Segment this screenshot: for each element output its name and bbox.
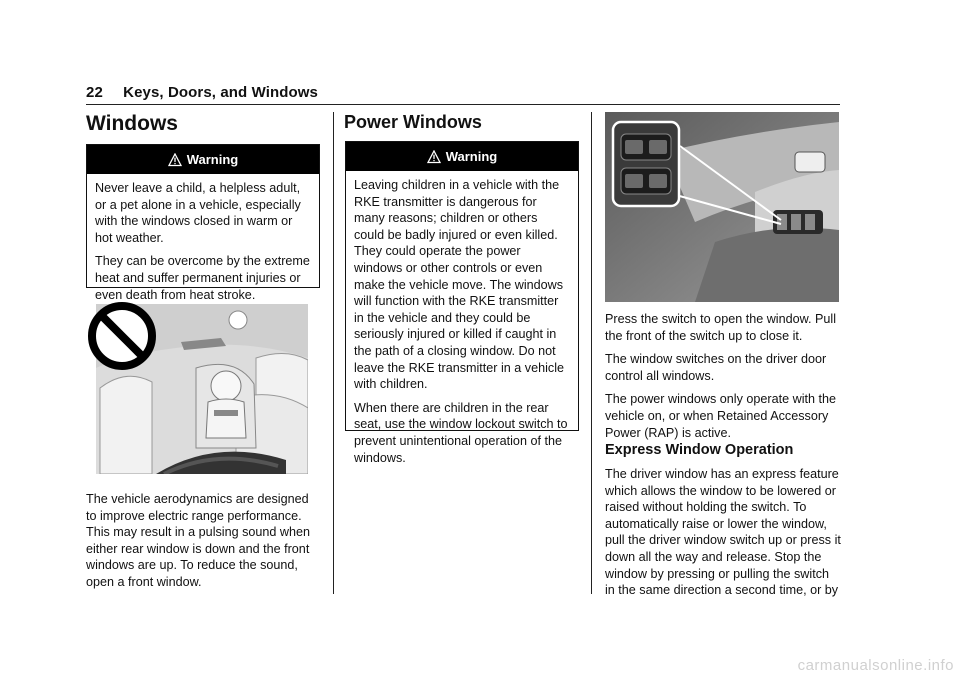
warning-header [87,145,319,174]
warning-header [346,142,578,171]
warning-body [87,174,319,309]
warning-paragraph: Leaving children in a vehicle with the RKE transmitter is dangerous for many reasons; children or others could be badly injured or even killed. They could operate the power windows or other controls or even make the vehicle move. The windows will function with the RKE transmitter in the vehicle and they could be seriously injured or killed if caught in the path of a closing window. Do not leave the RKE transmitter in a vehicle with children. [354,178,564,392]
power-windows-heading: Power Windows [344,112,482,132]
warning-icon [427,150,441,164]
paragraph: The window switches on the driver door control all windows. [605,352,827,383]
paragraph: The power windows only operate with the vehicle on, or when Retained Accessory Power (RAP) is active. [605,392,837,440]
warning-label: Warning [186,152,239,167]
column-divider-right [591,112,592,594]
warning-icon [168,153,182,167]
paragraph: Press the switch to open the window. Pull the front of the switch up to close it. [605,312,837,343]
section-title: Keys, Doors, and Windows [123,84,318,101]
windows-heading: Windows [86,112,178,135]
door-switch-photo [605,112,839,302]
footer [0,654,960,678]
express-window-text: The driver window has an express feature which allows the window to be lowered or raised without holding the switch. To automatically raise or lower the window, pull the driver window switch up or press it down all the way and release. Stop the window by pressing or pulling the switch in the same direction a second time, or by [605,467,841,598]
aerodynamics-note: The vehicle aerodynamics are designed to improve electric range performance. This may result in a pulsing sound when either rear window is down and the front windows are up. To reduce the sound, open a front window. [86,492,311,589]
switch-instructions [605,311,841,448]
child-warning-box [86,144,320,302]
child-in-car-illustration [86,298,308,474]
watermark: carmanualsonline.info [797,657,954,674]
warning-paragraph: They can be overcome by the extreme heat and suffer permanent injuries or even death from heat stroke. [95,254,310,302]
warning-paragraph: Never leave a child, a helpless adult, or a pet alone in a vehicle, especially with the windows closed in warm or hot weather. [95,181,301,245]
column-divider-left [333,112,334,594]
page-header [86,84,318,101]
warning-label: Warning [445,149,498,164]
warning-paragraph: When there are children in the rear seat, use the window lockout switch to prevent unintentional operation of the windows. [354,400,568,465]
rke-warning-box [345,141,579,465]
page-number: 22 [86,84,103,101]
warning-body [346,171,578,472]
header-rule [86,104,840,105]
express-window-heading: Express Window Operation [605,442,794,458]
